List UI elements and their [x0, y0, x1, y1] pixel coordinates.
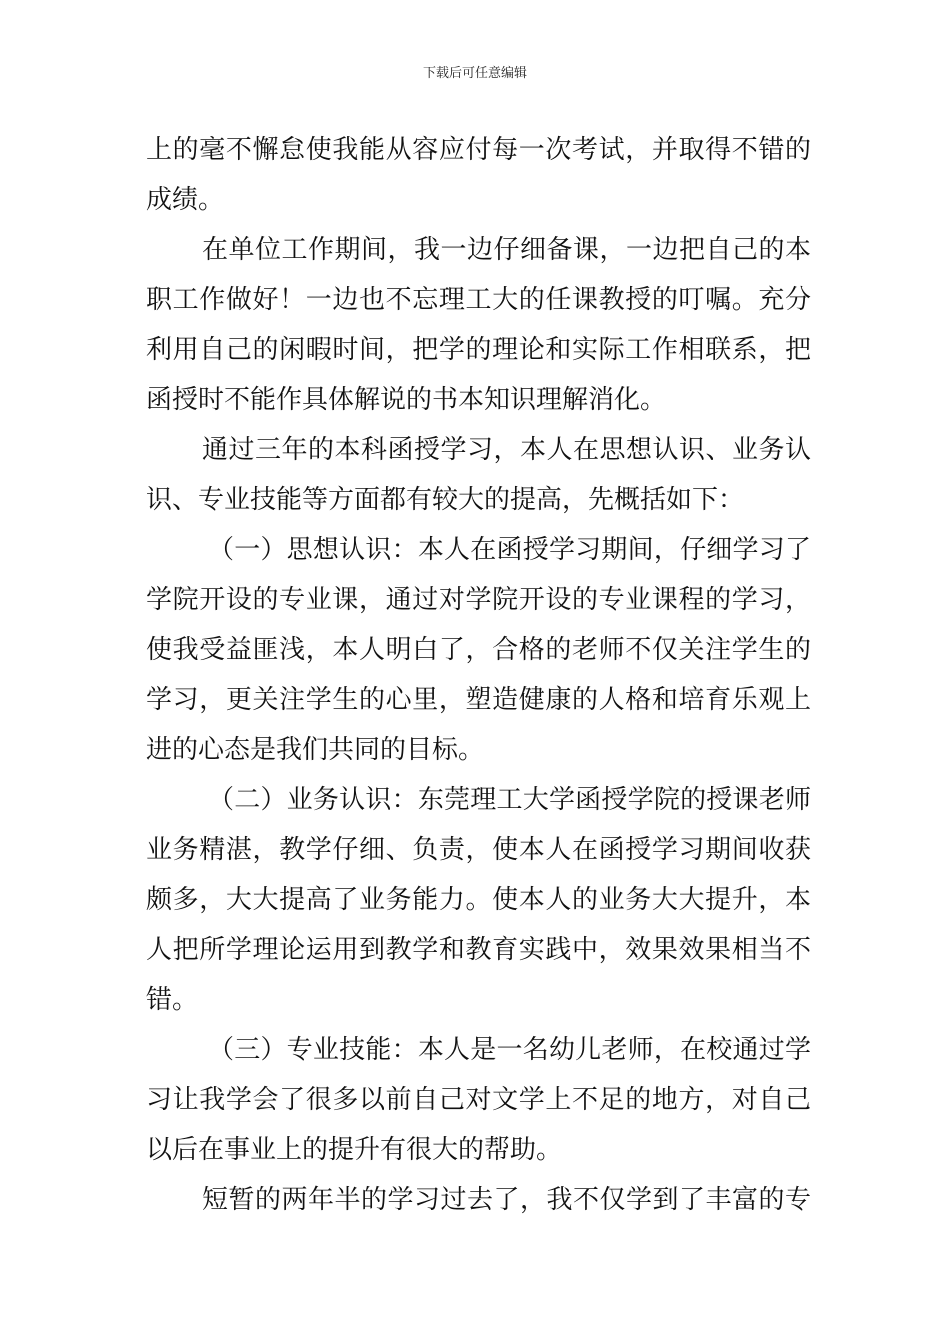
text-line: 学习，更关注学生的心里，塑造健康的人格和培育乐观上: [146, 685, 811, 715]
text-line: 进的心态是我们共同的目标。: [146, 735, 485, 765]
document-body: [146, 125, 811, 1225]
text-line: （二）业务认识：东莞理工大学函授学院的授课老师: [208, 785, 811, 815]
text-line: 利用自己的闲暇时间，把学的理论和实际工作相联系，把: [146, 335, 811, 365]
text-line: （一）思想认识：本人在函授学习期间，仔细学习了: [208, 535, 811, 565]
text-line: 错。: [146, 985, 199, 1015]
text-line: 习让我学会了很多以前自己对文学上不足的地方，对自己: [146, 1085, 811, 1115]
text-line: 成绩。: [146, 185, 225, 215]
text-line: 函授时不能作具体解说的书本知识理解消化。: [146, 385, 667, 415]
text-line: 颇多，大大提高了业务能力。使本人的业务大大提升，本: [146, 885, 811, 915]
text-line: 通过三年的本科函授学习，本人在思想认识、业务认: [202, 435, 811, 465]
text-line: 识、专业技能等方面都有较大的提高，先概括如下：: [146, 485, 745, 515]
text-line: 在单位工作期间，我一边仔细备课，一边把自己的本: [202, 235, 811, 265]
text-line: 短暂的两年半的学习过去了，我不仅学到了丰富的专: [202, 1185, 811, 1215]
text-line: 职工作做好！一边也不忘理工大的任课教授的叮嘱。充分: [146, 285, 811, 315]
page-header: 下载后可任意编辑: [422, 66, 527, 81]
text-line: 上的毫不懈怠使我能从容应付每一次考试，并取得不错的: [146, 135, 811, 165]
text-line: 以后在事业上的提升有很大的帮助。: [146, 1135, 563, 1165]
text-line: 业务精湛，教学仔细、负责，使本人在函授学习期间收获: [146, 835, 811, 865]
text-line: 人把所学理论运用到教学和教育实践中，效果效果相当不: [146, 935, 811, 965]
text-line: （三）专业技能：本人是一名幼儿老师，在校通过学: [208, 1035, 811, 1065]
text-line: 学院开设的专业课，通过对学院开设的专业课程的学习，: [146, 585, 811, 615]
text-line: 使我受益匪浅，本人明白了，合格的老师不仅关注学生的: [146, 635, 811, 665]
